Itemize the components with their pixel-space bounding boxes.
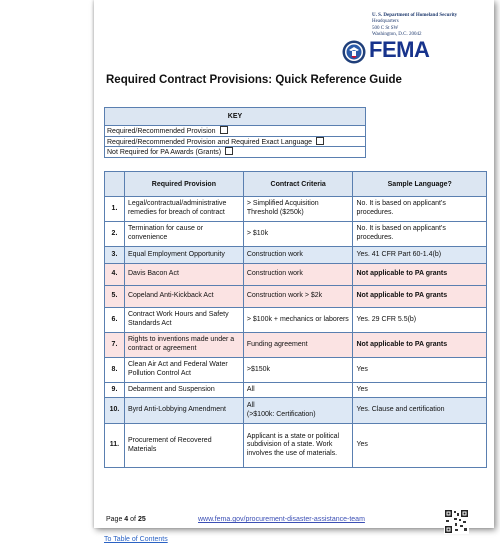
agency-city: Washington, D.C. 20042 bbox=[372, 31, 422, 37]
key-row: Required/Recommended Provision bbox=[105, 126, 366, 137]
table-row: 10. Byrd Anti-Lobbying Amendment All (>$100k: Certification) Yes. Clause and certification bbox=[105, 398, 487, 424]
checkbox-icon bbox=[225, 147, 233, 155]
agency-address bbox=[372, 13, 457, 38]
table-row: 11. Procurement of Recovered Materials Applicant is a state or political subdivision of a state. Work involves the use of materials. Yes bbox=[105, 424, 487, 468]
table-row: 2. Termination for cause or convenience > $10k No. It is based on applicant’s procedures. bbox=[105, 222, 487, 247]
table-row: 5. Copeland Anti-Kickback Act Construction work > $2k Not applicable to PA grants bbox=[105, 286, 487, 308]
table-row: 6. Contract Work Hours and Safety Standards Act > $100k + mechanics or laborers Yes. 29 CFR 5.5(b) bbox=[105, 308, 487, 333]
agency-hq: Headquarters bbox=[372, 19, 399, 25]
header-criteria: Contract Criteria bbox=[243, 172, 353, 197]
table-row: 8. Clean Air Act and Federal Water Pollution Control Act >$150k Yes bbox=[105, 358, 487, 383]
header-provision: Required Provision bbox=[124, 172, 243, 197]
table-row: 7. Rights to inventions made under a contract or agreement Funding agreement Not applicable to PA grants bbox=[105, 333, 487, 358]
key-row: Required/Recommended Provision and Required Exact Language bbox=[105, 136, 366, 147]
page-number: Page 4 of 25 bbox=[106, 516, 146, 523]
dhs-seal-icon bbox=[342, 40, 366, 64]
table-of-contents-link[interactable]: To Table of Contents bbox=[104, 536, 168, 543]
key-heading: KEY bbox=[105, 108, 366, 126]
page-title: Required Contract Provisions: Quick Reference Guide bbox=[106, 74, 402, 86]
table-row: 3. Equal Employment Opportunity Construction work Yes. 41 CFR Part 60-1.4(b) bbox=[105, 247, 487, 264]
fema-url-link[interactable]: www.fema.gov/procurement-disaster-assistance-team bbox=[198, 516, 365, 523]
key-row: Not Required for PA Awards (Grants) bbox=[105, 147, 366, 158]
checkbox-icon bbox=[220, 126, 228, 134]
key-table bbox=[104, 107, 366, 158]
qr-code-icon bbox=[444, 509, 469, 534]
agency-street: 500 C St SW bbox=[372, 25, 399, 31]
table-row: 9. Debarment and Suspension All Yes bbox=[105, 383, 487, 398]
header-num bbox=[105, 172, 125, 197]
checkbox-icon bbox=[316, 137, 324, 145]
table-header-row bbox=[105, 172, 487, 197]
header-language: Sample Language? bbox=[353, 172, 487, 197]
provisions-table bbox=[104, 171, 487, 468]
table-row: 4. Davis Bacon Act Construction work Not applicable to PA grants bbox=[105, 264, 487, 286]
agency-name: U. S. Department of Homeland Security bbox=[372, 13, 458, 18]
fema-logo: FEMA bbox=[369, 37, 430, 62]
table-row: 1. Legal/contractual/administrative remedies for breach of contract > Simplified Acquisition Threshold ($250k) No. It is based on applicant’s procedures. bbox=[105, 197, 487, 222]
